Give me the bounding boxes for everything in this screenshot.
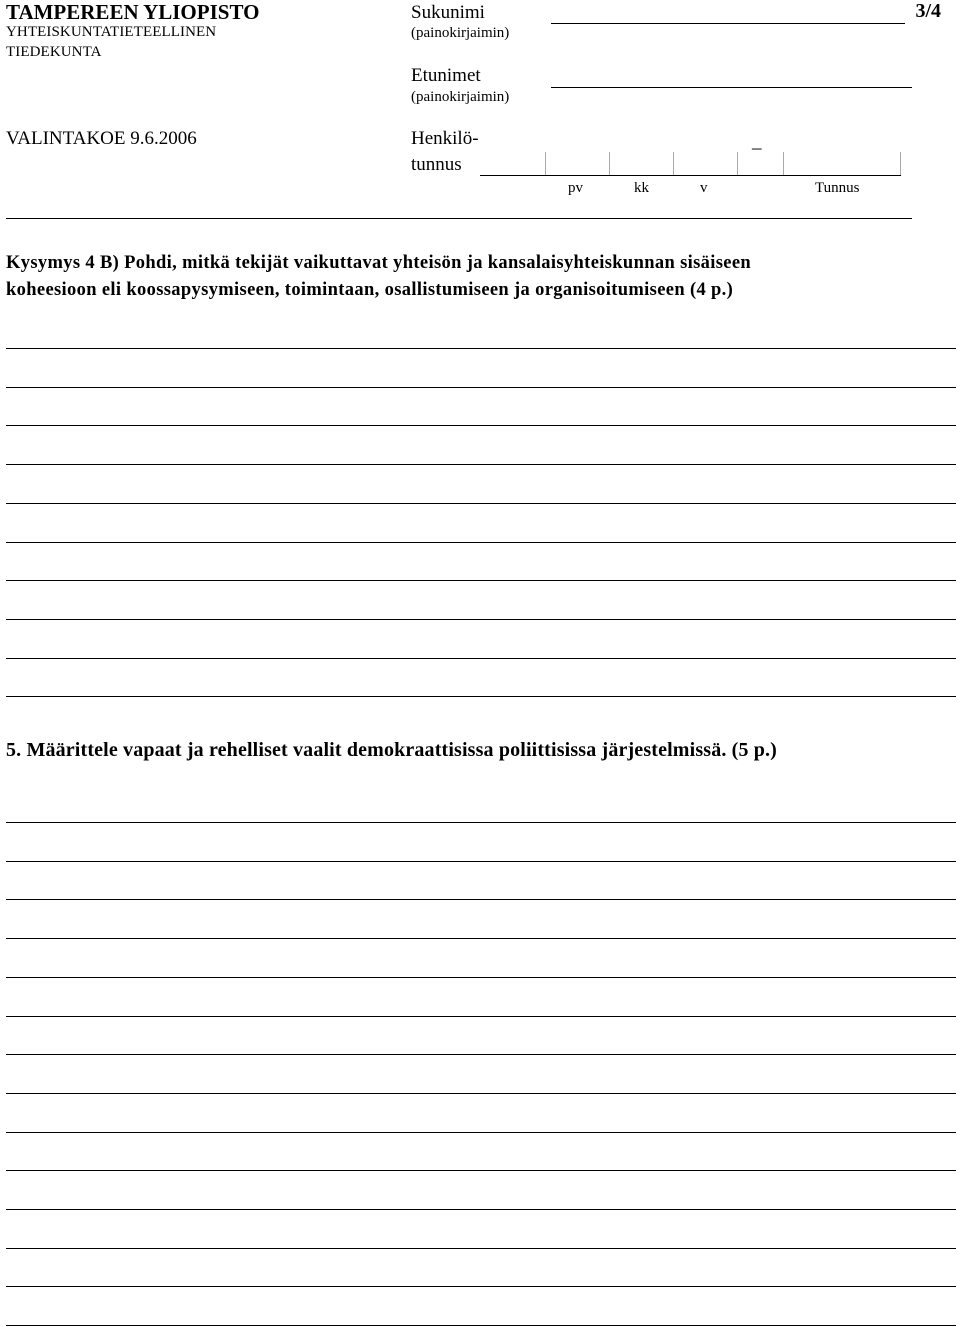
- id-box-divider: [737, 152, 738, 175]
- answer-line[interactable]: [6, 1170, 956, 1171]
- answer-line[interactable]: [6, 977, 956, 978]
- header-divider: [6, 218, 912, 219]
- answer-line[interactable]: [6, 938, 956, 939]
- university-name: TAMPEREEN YLIOPISTO: [6, 0, 260, 24]
- id-box-divider: [673, 152, 674, 175]
- question-4b-text-line2: koheesioon eli koossapysymiseen, toimintaan, osallistumiseen ja organisoitumiseen (4 p.): [6, 280, 734, 300]
- faculty-name-line2: TIEDEKUNTA: [6, 44, 102, 60]
- id-part-code: Tunnus: [815, 180, 860, 196]
- id-box-divider: [609, 152, 610, 175]
- answer-line[interactable]: [6, 503, 956, 504]
- id-field-baseline: [480, 175, 901, 176]
- answer-line[interactable]: [6, 348, 956, 349]
- answer-line[interactable]: [6, 1209, 956, 1210]
- id-part-month: kk: [634, 180, 649, 196]
- answer-line[interactable]: [6, 1132, 956, 1133]
- answer-line[interactable]: [6, 580, 956, 581]
- answer-line[interactable]: [6, 696, 956, 697]
- answer-line[interactable]: [6, 899, 956, 900]
- answer-line[interactable]: [6, 822, 956, 823]
- answer-line[interactable]: [6, 1093, 956, 1094]
- id-box-divider: [900, 152, 901, 175]
- id-separator-dash: _: [752, 131, 762, 152]
- id-box-divider: [783, 152, 784, 175]
- answer-line[interactable]: [6, 619, 956, 620]
- answer-line[interactable]: [6, 464, 956, 465]
- answer-line[interactable]: [6, 1248, 956, 1249]
- answer-line[interactable]: [6, 1054, 956, 1055]
- answer-line[interactable]: [6, 1286, 956, 1287]
- answer-line[interactable]: [6, 1016, 956, 1017]
- answer-line[interactable]: [6, 861, 956, 862]
- id-box-divider: [545, 152, 546, 175]
- faculty-name-line1: YHTEISKUNTATIETEELLINEN: [6, 24, 217, 40]
- answer-line[interactable]: [6, 658, 956, 659]
- surname-field[interactable]: [551, 23, 905, 24]
- id-label-line1: Henkilö-: [411, 128, 479, 149]
- question-5-text: 5. Määrittele vapaat ja rehelliset vaalit demokraattisissa poliittisissa järjestelmissä. (5 p.): [6, 739, 777, 761]
- firstnames-field[interactable]: [551, 87, 912, 88]
- id-part-day: pv: [568, 180, 583, 196]
- firstnames-hint: (painokirjaimin): [411, 89, 510, 105]
- exam-title: VALINTAKOE 9.6.2006: [6, 128, 197, 149]
- answer-line[interactable]: [6, 542, 956, 543]
- surname-hint: (painokirjaimin): [411, 25, 510, 41]
- answer-line[interactable]: [6, 1325, 956, 1326]
- surname-label: Sukunimi: [411, 2, 485, 23]
- firstnames-label: Etunimet: [411, 65, 481, 86]
- answer-line[interactable]: [6, 425, 956, 426]
- page-number: 3/4: [915, 0, 941, 22]
- id-part-year: v: [700, 180, 708, 196]
- id-label-line2: tunnus: [411, 154, 462, 175]
- answer-line[interactable]: [6, 387, 956, 388]
- question-4b-text-line1: Kysymys 4 B) Pohdi, mitkä tekijät vaikuttavat yhteisön ja kansalaisyhteiskunnan sisäiseen: [6, 253, 752, 273]
